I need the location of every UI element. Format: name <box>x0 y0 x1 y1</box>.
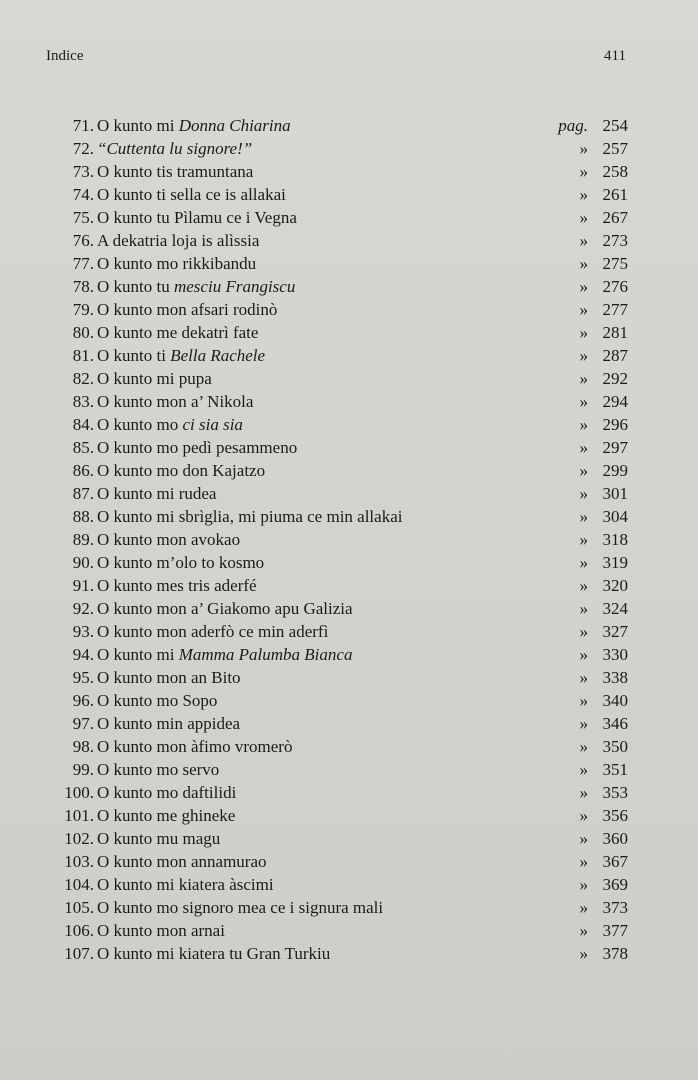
toc-entry <box>40 551 628 574</box>
entry-page: 261 <box>602 185 628 204</box>
entry-ref-marker: » <box>579 668 588 687</box>
entry-page: 254 <box>602 116 628 135</box>
toc-entry <box>40 528 628 551</box>
entry-page: 324 <box>602 599 628 618</box>
toc-entry <box>40 160 628 183</box>
entry-title <box>97 137 252 160</box>
entry-title-text: O kunto mon avokao <box>97 530 241 549</box>
entry-ref-marker: » <box>579 415 588 434</box>
entry-page: 378 <box>602 944 628 963</box>
page-number: 411 <box>604 48 626 64</box>
entry-title-text: O kunto tu <box>97 277 174 296</box>
toc-entry <box>40 298 628 321</box>
entry-page: 296 <box>602 415 628 434</box>
entry-number: 92. <box>72 599 94 618</box>
entry-ref-marker: » <box>579 507 588 526</box>
entry-title-text: O kunto mo servo <box>97 760 220 779</box>
entry-title-text: O kunto mon a’ Nikola <box>97 392 254 411</box>
entry-ref-marker: » <box>579 622 588 641</box>
entry-number: 90. <box>72 553 94 572</box>
entry-title <box>97 919 225 942</box>
entry-ref-marker: » <box>579 461 588 480</box>
toc-entry <box>40 873 628 896</box>
toc-entry <box>40 827 628 850</box>
entry-title <box>97 482 216 505</box>
entry-title-italic: Bella Rachele <box>170 346 266 365</box>
entry-number: 75. <box>72 208 94 227</box>
entry-title <box>97 367 212 390</box>
entry-title <box>97 597 353 620</box>
entry-page: 319 <box>602 553 628 572</box>
entry-ref-marker: » <box>579 346 588 365</box>
toc-entry <box>40 597 628 620</box>
entry-page: 287 <box>602 346 628 365</box>
entry-page: 277 <box>602 300 628 319</box>
entry-title <box>97 620 328 643</box>
table-of-contents <box>40 114 628 965</box>
entry-number: 85. <box>72 438 94 457</box>
entry-ref-marker: » <box>579 300 588 319</box>
toc-entry <box>40 275 628 298</box>
entry-title <box>97 850 267 873</box>
toc-entry <box>40 252 628 275</box>
entry-title <box>97 413 243 436</box>
entry-ref-marker: » <box>579 783 588 802</box>
toc-entry <box>40 666 628 689</box>
entry-number: 94. <box>72 645 94 664</box>
entry-title-text: O kunto tu Pìlamu ce i Vegna <box>97 208 297 227</box>
entry-title <box>97 183 286 206</box>
entry-title-text: O kunto me dekatrì fate <box>97 323 259 342</box>
entry-number: 72. <box>72 139 94 158</box>
entry-page: 377 <box>602 921 628 940</box>
entry-page: 297 <box>602 438 628 457</box>
entry-ref-marker: » <box>579 829 588 848</box>
entry-number: 102. <box>64 829 94 848</box>
entry-page: 318 <box>602 530 628 549</box>
entry-title-text: O kunto mon aderfò ce min aderfì <box>97 622 329 641</box>
toc-entry <box>40 804 628 827</box>
toc-entry <box>40 344 628 367</box>
toc-entry <box>40 758 628 781</box>
entry-page: 367 <box>602 852 628 871</box>
entry-title-text: O kunto mes tris aderfé <box>97 576 257 595</box>
entry-title <box>97 321 258 344</box>
entry-title-text: O kunto me ghineke <box>97 806 236 825</box>
entry-title <box>97 551 264 574</box>
entry-title-text: O kunto m’olo to kosmo <box>97 553 265 572</box>
entry-page: 275 <box>602 254 628 273</box>
entry-title-italic: ci sia sia <box>182 415 243 434</box>
entry-title-italic: mesciu Frangiscu <box>173 277 296 296</box>
entry-title <box>97 781 236 804</box>
toc-entry <box>40 735 628 758</box>
entry-page: 320 <box>602 576 628 595</box>
entry-ref-marker: » <box>579 277 588 296</box>
entry-page: 360 <box>602 829 628 848</box>
entry-page: 340 <box>602 691 628 710</box>
entry-ref-marker: » <box>579 139 588 158</box>
toc-entry <box>40 643 628 666</box>
entry-page: 267 <box>602 208 628 227</box>
entry-title <box>97 206 297 229</box>
running-head-title: Indice <box>46 48 84 64</box>
entry-title <box>97 666 241 689</box>
entry-page: 294 <box>602 392 628 411</box>
entry-title <box>97 390 253 413</box>
entry-number: 98. <box>72 737 94 756</box>
toc-entry <box>40 114 628 137</box>
entry-ref-marker: pag. <box>558 116 588 135</box>
entry-title <box>97 712 240 735</box>
entry-page: 373 <box>602 898 628 917</box>
toc-entry <box>40 896 628 919</box>
entry-title-text: O kunto mi <box>97 645 179 664</box>
entry-number: 76. <box>72 231 94 250</box>
toc-entry <box>40 459 628 482</box>
entry-ref-marker: » <box>579 921 588 940</box>
entry-title-text: O kunto ti sella ce is allakai <box>97 185 286 204</box>
entry-title-italic: Donna Chiarina <box>178 116 291 135</box>
entry-title-text: O kunto ti <box>97 346 171 365</box>
entry-page: 327 <box>602 622 628 641</box>
toc-entry <box>40 620 628 643</box>
entry-title <box>97 896 383 919</box>
entry-title <box>97 229 259 252</box>
entry-number: 107. <box>64 944 94 963</box>
entry-page: 258 <box>602 162 628 181</box>
entry-title-text: O kunto mi kiatera àscimi <box>97 875 274 894</box>
entry-ref-marker: » <box>579 208 588 227</box>
entry-number: 91. <box>72 576 94 595</box>
entry-number: 97. <box>72 714 94 733</box>
entry-ref-marker: » <box>579 599 588 618</box>
entry-title-text: O kunto mon annamurao <box>97 852 267 871</box>
entry-number: 86. <box>72 461 94 480</box>
entry-number: 106. <box>64 921 94 940</box>
entry-ref-marker: » <box>579 714 588 733</box>
entry-title <box>97 252 256 275</box>
entry-page: 292 <box>602 369 628 388</box>
entry-ref-marker: » <box>579 369 588 388</box>
entry-title-text: O kunto mi rudea <box>97 484 217 503</box>
toc-entry <box>40 574 628 597</box>
entry-number: 88. <box>72 507 94 526</box>
entry-number: 100. <box>64 783 94 802</box>
entry-number: 89. <box>72 530 94 549</box>
entry-number: 95. <box>72 668 94 687</box>
entry-title <box>97 298 277 321</box>
entry-ref-marker: » <box>579 162 588 181</box>
entry-title <box>97 574 257 597</box>
toc-entry <box>40 390 628 413</box>
entry-ref-marker: » <box>579 231 588 250</box>
entry-ref-marker: » <box>579 553 588 572</box>
entry-number: 83. <box>72 392 94 411</box>
entry-page: 350 <box>602 737 628 756</box>
entry-page: 301 <box>602 484 628 503</box>
entry-title-text: O kunto mo rikkibandu <box>97 254 257 273</box>
entry-title-text: O kunto min appidea <box>97 714 241 733</box>
entry-ref-marker: » <box>579 185 588 204</box>
entry-ref-marker: » <box>579 875 588 894</box>
running-head <box>46 48 626 65</box>
entry-title-text: O kunto mo don Kajatzo <box>97 461 266 480</box>
entry-title <box>97 160 253 183</box>
entry-page: 273 <box>602 231 628 250</box>
entry-title <box>97 459 265 482</box>
toc-entry <box>40 505 628 528</box>
toc-entry <box>40 689 628 712</box>
toc-entry <box>40 781 628 804</box>
entry-title <box>97 643 352 666</box>
entry-number: 81. <box>72 346 94 365</box>
entry-page: 346 <box>602 714 628 733</box>
entry-title-text: O kunto mi sbrìglia, mi piuma ce min allakai <box>97 507 403 526</box>
entry-number: 79. <box>72 300 94 319</box>
entry-number: 104. <box>64 875 94 894</box>
entry-number: 101. <box>64 806 94 825</box>
toc-entry <box>40 321 628 344</box>
entry-title-italic: “Cuttenta lu signore!” <box>97 139 253 158</box>
entry-ref-marker: » <box>579 254 588 273</box>
toc-entry <box>40 367 628 390</box>
entry-title-text: O kunto mon an Bito <box>97 668 241 687</box>
entry-number: 77. <box>72 254 94 273</box>
entry-ref-marker: » <box>579 898 588 917</box>
entry-number: 73. <box>72 162 94 181</box>
entry-title <box>97 827 220 850</box>
entry-page: 299 <box>602 461 628 480</box>
entry-number: 105. <box>64 898 94 917</box>
entry-title <box>97 505 402 528</box>
entry-title-text: O kunto mi <box>97 116 179 135</box>
toc-entry <box>40 942 628 965</box>
entry-ref-marker: » <box>579 530 588 549</box>
entry-title-text: O kunto mi pupa <box>97 369 212 388</box>
entry-title-text: O kunto mon a’ Giakomo apu Galizia <box>97 599 353 618</box>
entry-page: 351 <box>602 760 628 779</box>
entry-ref-marker: » <box>579 737 588 756</box>
entry-ref-marker: » <box>579 438 588 457</box>
entry-page: 353 <box>602 783 628 802</box>
entry-title <box>97 436 297 459</box>
entry-title-text: O kunto mi kiatera tu Gran Turkiu <box>97 944 331 963</box>
entry-ref-marker: » <box>579 484 588 503</box>
entry-title <box>97 344 265 367</box>
entry-title <box>97 758 219 781</box>
entry-number: 74. <box>72 185 94 204</box>
entry-ref-marker: » <box>579 760 588 779</box>
entry-page: 356 <box>602 806 628 825</box>
entry-title-text: O kunto tis tramuntana <box>97 162 254 181</box>
entry-title-text: O kunto mo pedì pesammeno <box>97 438 298 457</box>
toc-entry <box>40 919 628 942</box>
entry-ref-marker: » <box>579 576 588 595</box>
entry-title-text: O kunto mon afsari rodinò <box>97 300 278 319</box>
entry-title-text: A dekatria loja is alìssia <box>97 231 260 250</box>
entry-number: 87. <box>72 484 94 503</box>
toc-entry <box>40 436 628 459</box>
entry-title <box>97 942 330 965</box>
entry-ref-marker: » <box>579 323 588 342</box>
entry-title <box>97 804 235 827</box>
entry-page: 257 <box>602 139 628 158</box>
entry-page: 304 <box>602 507 628 526</box>
toc-entry <box>40 229 628 252</box>
entry-title-italic: Mamma Palumba Bianca <box>178 645 353 664</box>
entry-page: 369 <box>602 875 628 894</box>
entry-number: 84. <box>72 415 94 434</box>
entry-page: 330 <box>602 645 628 664</box>
entry-ref-marker: » <box>579 645 588 664</box>
toc-entry <box>40 183 628 206</box>
entry-title-text: O kunto mo Sopo <box>97 691 218 710</box>
entry-number: 103. <box>64 852 94 871</box>
entry-title-text: O kunto mo signoro mea ce i signura mali <box>97 898 384 917</box>
toc-entry <box>40 482 628 505</box>
entry-title <box>97 275 295 298</box>
entry-page: 338 <box>602 668 628 687</box>
entry-number: 71. <box>72 116 94 135</box>
entry-title <box>97 689 217 712</box>
entry-title-text: O kunto mo daftilidi <box>97 783 237 802</box>
entry-title-text: O kunto mon àfimo vromerò <box>97 737 293 756</box>
entry-title-text: O kunto mon arnai <box>97 921 225 940</box>
entry-number: 99. <box>72 760 94 779</box>
entry-title-text: O kunto mo <box>97 415 183 434</box>
entry-number: 78. <box>72 277 94 296</box>
entry-ref-marker: » <box>579 944 588 963</box>
entry-ref-marker: » <box>579 691 588 710</box>
toc-entry <box>40 137 628 160</box>
entry-title <box>97 873 274 896</box>
entry-ref-marker: » <box>579 806 588 825</box>
toc-entry <box>40 206 628 229</box>
entry-number: 82. <box>72 369 94 388</box>
toc-entry <box>40 413 628 436</box>
entry-number: 93. <box>72 622 94 641</box>
entry-number: 80. <box>72 323 94 342</box>
entry-title <box>97 735 292 758</box>
toc-entry <box>40 712 628 735</box>
entry-title <box>97 528 240 551</box>
entry-page: 276 <box>602 277 628 296</box>
entry-title-text: O kunto mu magu <box>97 829 221 848</box>
entry-ref-marker: » <box>579 852 588 871</box>
entry-page: 281 <box>602 323 628 342</box>
entry-ref-marker: » <box>579 392 588 411</box>
entry-number: 96. <box>72 691 94 710</box>
toc-entry <box>40 850 628 873</box>
entry-title <box>97 114 291 137</box>
